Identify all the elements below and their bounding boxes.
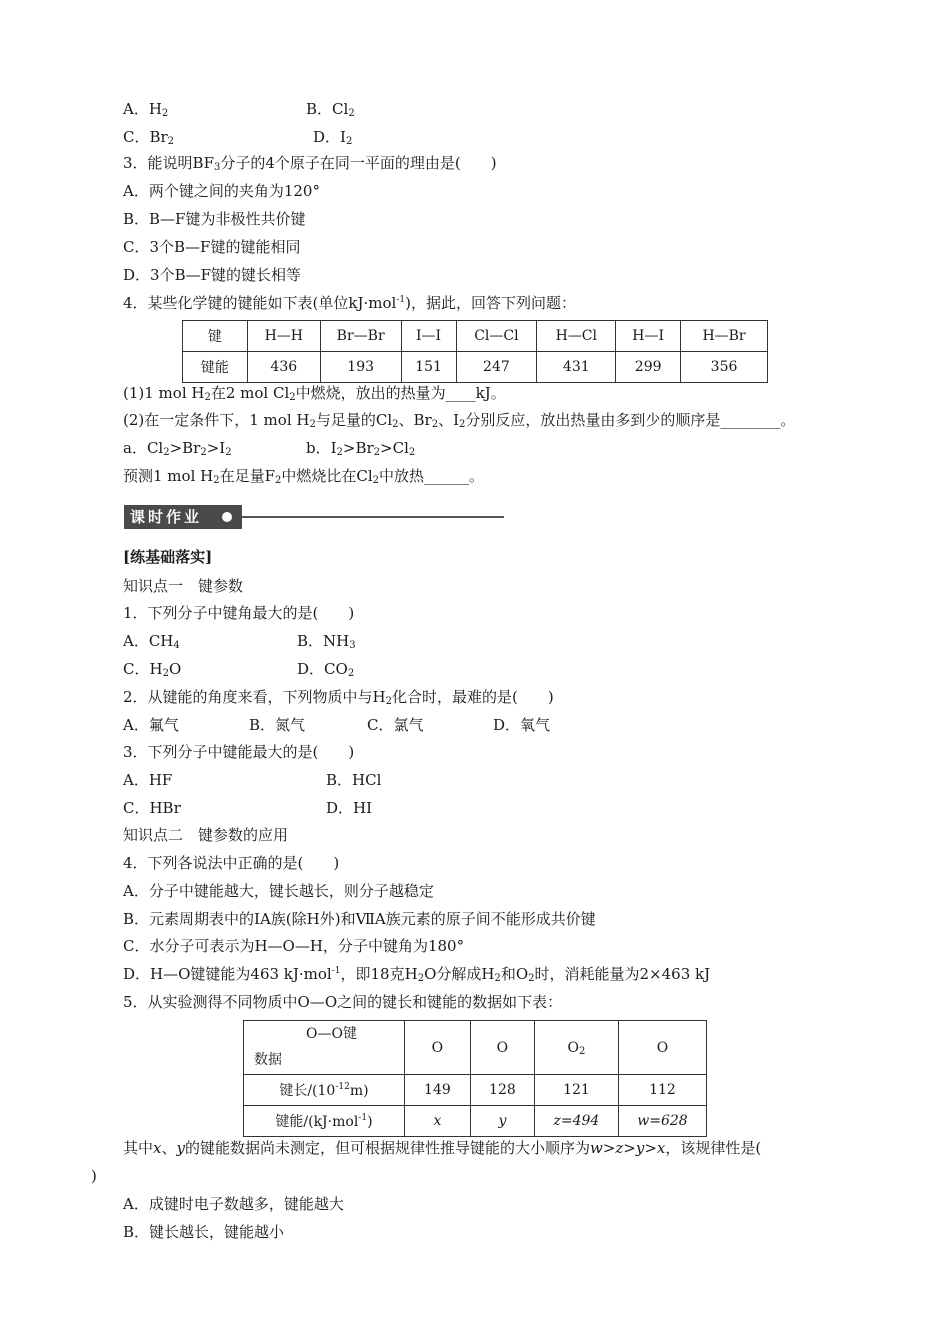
option-a: A．分子中键能越大，键长越长，则分子越稳定 bbox=[123, 882, 434, 900]
text: O bbox=[567, 1039, 579, 1056]
text: C．H bbox=[123, 660, 163, 678]
subscript: 2 bbox=[309, 419, 316, 430]
question-text: 分子的4个原子在同一平面的理由是( ) bbox=[220, 154, 497, 172]
text: m) bbox=[349, 1083, 369, 1099]
option-a: A．HF bbox=[123, 771, 173, 789]
superscript: -12 bbox=[335, 1082, 350, 1092]
text: O bbox=[168, 660, 182, 678]
text: ) bbox=[367, 1114, 373, 1130]
subscript: 2 bbox=[162, 668, 169, 679]
text: a．Cl bbox=[123, 439, 164, 457]
option-c: C．HBr bbox=[123, 799, 181, 817]
option-b: B．氮气 bbox=[249, 716, 306, 734]
table-cell: 299 bbox=[616, 352, 681, 383]
subscript: 2 bbox=[431, 419, 439, 430]
table-cell: H—Cl bbox=[537, 321, 616, 352]
text: (2)在一定条件下，1 mol H bbox=[123, 411, 310, 429]
table-cell: y bbox=[470, 1106, 534, 1137]
text: 在2 mol Cl bbox=[210, 384, 290, 402]
subscript: 2 bbox=[213, 475, 220, 486]
table-cell: I—I bbox=[401, 321, 456, 352]
text: (1)1 mol H bbox=[123, 384, 205, 402]
option-b: B．Cl bbox=[306, 100, 349, 118]
text: 键长/(10 bbox=[279, 1083, 336, 1099]
superscript: -1 bbox=[358, 1113, 368, 1123]
text: A．CH bbox=[123, 632, 174, 650]
table-cell: 128 bbox=[470, 1075, 534, 1106]
table-cell: 键 bbox=[183, 321, 248, 352]
option-line bbox=[306, 99, 355, 119]
option-a bbox=[123, 631, 180, 651]
table-cell: Cl—Cl bbox=[456, 321, 537, 352]
table-cell: 112 bbox=[618, 1075, 706, 1106]
option-a: A．两个键之间的夹角为120° bbox=[123, 182, 320, 200]
option-line bbox=[123, 127, 174, 147]
subscript: 2 bbox=[385, 696, 393, 707]
text: 、 bbox=[161, 1139, 177, 1157]
table-cell: w=628 bbox=[618, 1106, 706, 1137]
table-cell: H—Br bbox=[681, 321, 768, 352]
question-4 bbox=[123, 293, 576, 313]
subscript: 2 bbox=[336, 447, 343, 458]
table-row bbox=[183, 352, 768, 383]
subscript: 2 bbox=[372, 475, 380, 486]
text: >Br bbox=[169, 439, 201, 457]
question-1: 1．下列分子中键角最大的是( ) bbox=[123, 604, 355, 622]
subscript: 2 bbox=[373, 447, 381, 458]
divider bbox=[242, 516, 504, 518]
subscript: 2 bbox=[167, 136, 175, 147]
text: 中燃烧比在Cl bbox=[281, 467, 373, 485]
option-a bbox=[123, 438, 232, 458]
order-expression: w>z>y>x bbox=[590, 1139, 666, 1157]
subscript: 2 bbox=[204, 392, 211, 403]
option-d bbox=[123, 964, 710, 984]
table-row bbox=[244, 1075, 707, 1106]
text: D．H—O键键能为463 kJ·mol bbox=[123, 965, 332, 983]
subscript: 4 bbox=[173, 640, 180, 651]
subscript: 2 bbox=[528, 973, 535, 984]
table-cell: H—H bbox=[247, 321, 320, 352]
table-cell: 436 bbox=[247, 352, 320, 383]
option-d: D．HI bbox=[326, 799, 373, 817]
option-line bbox=[123, 99, 168, 119]
text: >Cl bbox=[380, 439, 409, 457]
table-cell: 247 bbox=[456, 352, 537, 383]
subscript: 3 bbox=[349, 640, 356, 651]
table-cell: O bbox=[470, 1021, 534, 1075]
option-d bbox=[297, 659, 354, 679]
option-b bbox=[306, 438, 415, 458]
knowledge-point-1: 知识点一 键参数 bbox=[123, 577, 244, 595]
option-c: C．水分子可表示为H—O—H，分子中键角为180° bbox=[123, 937, 465, 955]
question-text: )，据此，回答下列问题： bbox=[405, 294, 576, 312]
table-row bbox=[244, 1106, 707, 1137]
subscript: 2 bbox=[275, 475, 282, 486]
option-c: C．Br bbox=[123, 128, 168, 146]
question-3: 3．下列分子中键能最大的是( ) bbox=[123, 743, 355, 761]
text: 、I bbox=[438, 411, 460, 429]
text: b．I bbox=[306, 439, 337, 457]
question-text: 4．某些化学键的键能如下表(单位kJ·mol bbox=[123, 294, 397, 312]
table-cell: x bbox=[404, 1106, 470, 1137]
option-c: C．3个B—F键的键能相同 bbox=[123, 238, 301, 256]
text: 预测1 mol H bbox=[123, 467, 214, 485]
text: 的键能数据尚未测定，但可根据规律性推导键能的大小顺序为 bbox=[184, 1139, 590, 1157]
question-5: 5．从实验测得不同物质中O—O之间的键长和键能的数据如下表： bbox=[123, 993, 563, 1011]
text: 分别反应，放出热量由多到少的顺序是________。 bbox=[465, 411, 796, 429]
text: O分解成H bbox=[424, 965, 495, 983]
text: 中燃烧，放出的热量为____kJ。 bbox=[295, 384, 506, 402]
option-a: A．氟气 bbox=[123, 716, 179, 734]
table-cell: 121 bbox=[534, 1075, 618, 1106]
text: 2．从键能的角度来看，下列物质中与H bbox=[123, 688, 386, 706]
knowledge-point-2: 知识点二 键参数的应用 bbox=[123, 826, 289, 844]
option-b: B．B—F键为非极性共价键 bbox=[123, 210, 306, 228]
subscript: 2 bbox=[225, 447, 232, 458]
table-cell: Br—Br bbox=[320, 321, 401, 352]
superscript: -1 bbox=[396, 295, 406, 305]
text: B．NH bbox=[297, 632, 350, 650]
table-cell: H—I bbox=[616, 321, 681, 352]
subscript: 2 bbox=[347, 668, 355, 679]
subscript: 2 bbox=[289, 392, 296, 403]
text: ，即18克H bbox=[340, 965, 418, 983]
text: 键能/(kJ·mol bbox=[275, 1114, 359, 1130]
table-cell: 键能 bbox=[183, 352, 248, 383]
section-heading: [练基础落实] bbox=[123, 548, 213, 566]
table-header-cell bbox=[244, 1021, 405, 1075]
header-top: O—O键 bbox=[306, 1026, 357, 1042]
question-3 bbox=[123, 153, 497, 173]
banner-label: 课时作业 bbox=[130, 508, 203, 526]
question-text: 3．能说明BF bbox=[123, 154, 214, 172]
table-row bbox=[244, 1021, 707, 1075]
text: >I bbox=[206, 439, 226, 457]
table-cell: O bbox=[618, 1021, 706, 1075]
subscript: 2 bbox=[161, 108, 169, 119]
superscript: -1 bbox=[331, 966, 341, 976]
option-b: B．元素周期表中的ⅠA族(除H外)和ⅦA族元素的原子间不能形成共价键 bbox=[123, 910, 596, 928]
table-row bbox=[183, 321, 768, 352]
bullet-icon bbox=[222, 512, 232, 522]
option-a: A．成键时电子数越多，键能越大 bbox=[123, 1195, 344, 1213]
text: >Br bbox=[342, 439, 374, 457]
sub-question-2 bbox=[123, 410, 795, 430]
question-5-close: ) bbox=[91, 1167, 97, 1185]
subscript: 2 bbox=[408, 447, 416, 458]
table-cell bbox=[244, 1075, 405, 1106]
section-banner bbox=[124, 505, 504, 529]
text: ，该规律性是( bbox=[665, 1139, 762, 1157]
header-bottom: 数据 bbox=[254, 1052, 282, 1068]
table-cell: 151 bbox=[401, 352, 456, 383]
text: 、Br bbox=[398, 411, 432, 429]
table-cell: z=494 bbox=[534, 1106, 618, 1137]
option-b bbox=[297, 631, 356, 651]
subscript: 2 bbox=[345, 136, 353, 147]
text: 中放热______。 bbox=[379, 467, 485, 485]
sub-question-1 bbox=[123, 383, 506, 403]
option-d: D．I bbox=[313, 128, 346, 146]
text: 与足量的Cl bbox=[315, 411, 393, 429]
bond-energy-table bbox=[182, 320, 768, 383]
option-b: B．HCl bbox=[326, 771, 382, 789]
table-cell bbox=[534, 1021, 618, 1075]
subscript: 2 bbox=[494, 973, 501, 984]
option-b: B．键长越长，键能越小 bbox=[123, 1223, 285, 1241]
table-cell: 193 bbox=[320, 352, 401, 383]
text: 在足量F bbox=[219, 467, 276, 485]
text: 时，消耗能量为2×463 kJ bbox=[534, 965, 711, 983]
table-cell: O bbox=[404, 1021, 470, 1075]
subscript: 2 bbox=[392, 419, 399, 430]
subscript: 2 bbox=[459, 419, 466, 430]
option-a: A．H bbox=[123, 100, 162, 118]
question-4: 4．下列各说法中正确的是( ) bbox=[123, 854, 340, 872]
text: D．CO bbox=[297, 660, 348, 678]
subscript: 2 bbox=[578, 1045, 586, 1057]
text: 其中 bbox=[123, 1139, 154, 1157]
text: 化合时，最难的是( ) bbox=[392, 688, 554, 706]
question-5-stem bbox=[123, 1138, 761, 1158]
option-d: D．氧气 bbox=[493, 716, 551, 734]
variable: x bbox=[153, 1139, 162, 1157]
subscript: 2 bbox=[348, 108, 355, 119]
subscript: 3 bbox=[213, 162, 221, 173]
question-2 bbox=[123, 687, 554, 707]
option-line bbox=[313, 127, 352, 147]
table-cell: 356 bbox=[681, 352, 768, 383]
option-d: D．3个B—F键的键长相等 bbox=[123, 266, 302, 284]
table-cell bbox=[244, 1106, 405, 1137]
table-cell: 431 bbox=[537, 352, 616, 383]
variable: y bbox=[176, 1139, 185, 1157]
prediction-line bbox=[123, 466, 484, 486]
table-cell: 149 bbox=[404, 1075, 470, 1106]
subscript: 2 bbox=[417, 973, 425, 984]
oo-bond-table bbox=[243, 1020, 707, 1137]
option-c bbox=[123, 659, 181, 679]
subscript: 2 bbox=[200, 447, 207, 458]
subscript: 2 bbox=[163, 447, 170, 458]
option-c: C．氯气 bbox=[367, 716, 424, 734]
text: 和O bbox=[500, 965, 529, 983]
